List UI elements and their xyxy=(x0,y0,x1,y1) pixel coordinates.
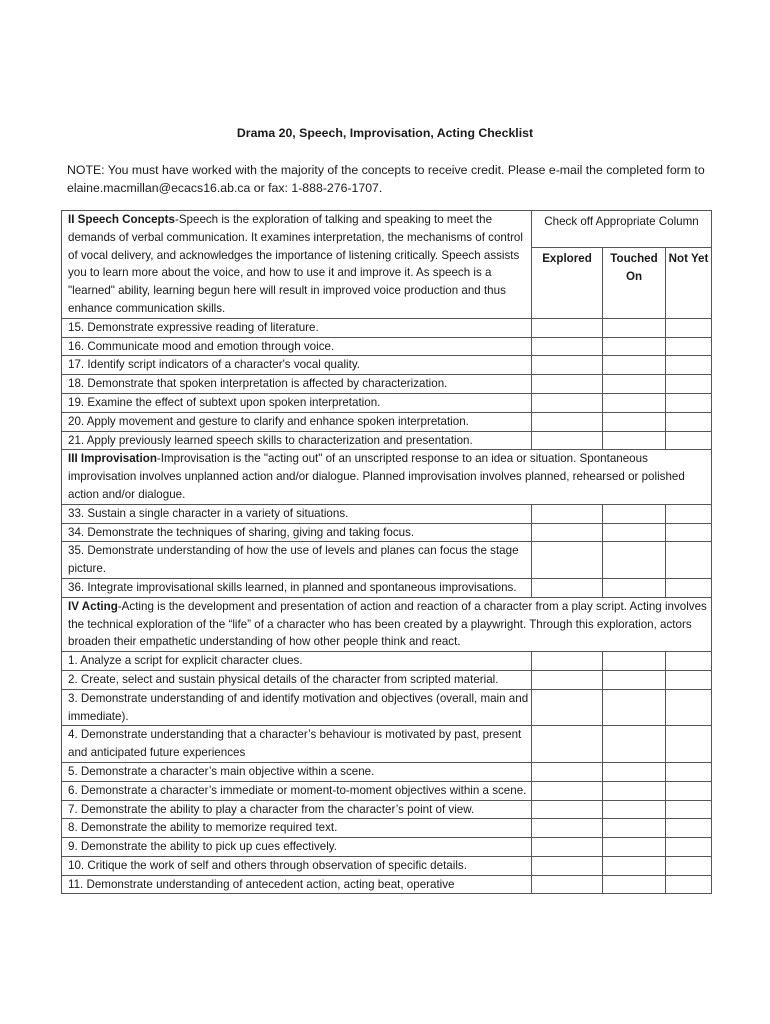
touched-on-checkbox-cell[interactable] xyxy=(603,431,666,450)
improvisation-section-title: III Improvisation xyxy=(68,452,157,466)
checklist-item-text: 3. Demonstrate understanding of and identify motivation and objectives (overall, main and immediate). xyxy=(62,689,532,726)
touched-on-checkbox-cell[interactable] xyxy=(603,838,666,857)
checklist-item-text: 5. Demonstrate a character’s main objective within a scene. xyxy=(62,762,532,781)
checklist-item-text: 15. Demonstrate expressive reading of literature. xyxy=(62,318,532,337)
checklist-row xyxy=(62,856,712,875)
touched-on-checkbox-cell[interactable] xyxy=(603,504,666,523)
checklist-row xyxy=(62,523,712,542)
touched-on-checkbox-cell[interactable] xyxy=(603,578,666,597)
checklist-item-text: 4. Demonstrate understanding that a character’s behaviour is motivated by past, present and anticipated future experiences xyxy=(62,726,532,763)
explored-checkbox-cell[interactable] xyxy=(532,393,603,412)
improvisation-section-row xyxy=(62,450,712,504)
not-yet-checkbox-cell[interactable] xyxy=(666,578,712,597)
touched-on-checkbox-cell[interactable] xyxy=(603,318,666,337)
checklist-item-text: 9. Demonstrate the ability to pick up cues effectively. xyxy=(62,838,532,857)
checklist-row xyxy=(62,356,712,375)
checklist-row xyxy=(62,337,712,356)
checklist-item-text: 19. Examine the effect of subtext upon spoken interpretation. xyxy=(62,393,532,412)
not-yet-checkbox-cell[interactable] xyxy=(666,762,712,781)
touched-on-checkbox-cell[interactable] xyxy=(603,652,666,671)
not-yet-checkbox-cell[interactable] xyxy=(666,856,712,875)
explored-checkbox-cell[interactable] xyxy=(532,542,603,579)
checklist-row xyxy=(62,578,712,597)
checklist-item-text: 18. Demonstrate that spoken interpretation is affected by characterization. xyxy=(62,375,532,394)
not-yet-checkbox-cell[interactable] xyxy=(666,652,712,671)
checklist-row xyxy=(62,504,712,523)
explored-checkbox-cell[interactable] xyxy=(532,781,603,800)
not-yet-checkbox-cell[interactable] xyxy=(666,412,712,431)
check-column-header: Check off Appropriate Column xyxy=(532,211,712,248)
explored-checkbox-cell[interactable] xyxy=(532,800,603,819)
checklist-row xyxy=(62,393,712,412)
touched-on-checkbox-cell[interactable] xyxy=(603,412,666,431)
not-yet-column-header: Not Yet xyxy=(666,248,712,319)
explored-column-header: Explored xyxy=(532,248,603,319)
touched-on-checkbox-cell[interactable] xyxy=(603,375,666,394)
not-yet-checkbox-cell[interactable] xyxy=(666,726,712,763)
checklist-item-text: 1. Analyze a script for explicit character clues. xyxy=(62,652,532,671)
checklist-item-text: 33. Sustain a single character in a variety of situations. xyxy=(62,504,532,523)
not-yet-checkbox-cell[interactable] xyxy=(666,838,712,857)
checklist-item-text: 8. Demonstrate the ability to memorize required text. xyxy=(62,819,532,838)
checklist-item-text: 7. Demonstrate the ability to play a character from the character’s point of view. xyxy=(62,800,532,819)
checklist-table xyxy=(61,210,712,894)
touched-on-checkbox-cell[interactable] xyxy=(603,356,666,375)
checklist-row xyxy=(62,375,712,394)
checklist-item-text: 10. Critique the work of self and others through observation of specific details. xyxy=(62,856,532,875)
explored-checkbox-cell[interactable] xyxy=(532,726,603,763)
explored-checkbox-cell[interactable] xyxy=(532,412,603,431)
checklist-item-text: 17. Identify script indicators of a character's vocal quality. xyxy=(62,356,532,375)
explored-checkbox-cell[interactable] xyxy=(532,875,603,894)
acting-section-description: -Acting is the development and presentation of action and reaction of a character from a play script. Acting involves the technical exploration of the “life” of a character who has been created by a playwright. Through this exploration, actors broaden their empathetic understanding of how other people think and react. xyxy=(68,599,707,649)
explored-checkbox-cell[interactable] xyxy=(532,762,603,781)
checklist-row xyxy=(62,318,712,337)
touched-on-checkbox-cell[interactable] xyxy=(603,542,666,579)
checklist-row xyxy=(62,670,712,689)
touched-on-checkbox-cell[interactable] xyxy=(603,523,666,542)
checklist-row xyxy=(62,652,712,671)
not-yet-checkbox-cell[interactable] xyxy=(666,504,712,523)
checklist-item-text: 6. Demonstrate a character’s immediate or moment-to-moment objectives within a scene. xyxy=(62,781,532,800)
speech-section-title: II Speech Concepts xyxy=(68,213,175,226)
speech-header-row xyxy=(62,211,712,248)
checklist-row xyxy=(62,689,712,726)
not-yet-checkbox-cell[interactable] xyxy=(666,875,712,894)
explored-checkbox-cell[interactable] xyxy=(532,431,603,450)
not-yet-checkbox-cell[interactable] xyxy=(666,393,712,412)
checklist-row xyxy=(62,838,712,857)
checklist-row xyxy=(62,431,712,450)
touched-on-checkbox-cell[interactable] xyxy=(603,781,666,800)
touched-on-checkbox-cell[interactable] xyxy=(603,762,666,781)
touched-on-checkbox-cell[interactable] xyxy=(603,337,666,356)
checklist-item-text: 34. Demonstrate the techniques of sharing, giving and taking focus. xyxy=(62,523,532,542)
submission-note: NOTE: You must have worked with the majority of the concepts to receive credit. Please e-mail the completed form to elaine.macmillan@ecacs16.ab.ca or fax: 1-888-276-1707. xyxy=(67,163,705,195)
checklist-row xyxy=(62,800,712,819)
checklist-item-text: 11. Demonstrate understanding of antecedent action, acting beat, operative xyxy=(62,875,532,894)
touched-on-checkbox-cell[interactable] xyxy=(603,393,666,412)
touched-on-checkbox-cell[interactable] xyxy=(603,800,666,819)
explored-checkbox-cell[interactable] xyxy=(532,337,603,356)
touched-on-checkbox-cell[interactable] xyxy=(603,689,666,726)
not-yet-checkbox-cell[interactable] xyxy=(666,375,712,394)
explored-checkbox-cell[interactable] xyxy=(532,819,603,838)
not-yet-checkbox-cell[interactable] xyxy=(666,337,712,356)
explored-checkbox-cell[interactable] xyxy=(532,670,603,689)
acting-section-row xyxy=(62,597,712,651)
checklist-row xyxy=(62,875,712,894)
checklist-row xyxy=(62,412,712,431)
checklist-item-text: 2. Create, select and sustain physical details of the character from scripted material. xyxy=(62,670,532,689)
not-yet-checkbox-cell[interactable] xyxy=(666,542,712,579)
speech-section-description: -Speech is the exploration of talking and speaking to meet the demands of verbal communication. It examines interpretation, the mechanisms of control of vocal delivery, and acknowledges the importance of listening critically. Speech assists you to learn more about the voice, and how to use it and improve it. As speech is a "learned" ability, learning begun here will result in improved voice production and thus enhance communication skills. xyxy=(68,213,523,315)
checklist-row xyxy=(62,542,712,579)
not-yet-checkbox-cell[interactable] xyxy=(666,431,712,450)
checklist-item-text: 21. Apply previously learned speech skills to characterization and presentation. xyxy=(62,431,532,450)
speech-section-intro xyxy=(62,211,532,319)
checklist-row xyxy=(62,781,712,800)
checklist-row xyxy=(62,762,712,781)
explored-checkbox-cell[interactable] xyxy=(532,578,603,597)
touched-on-checkbox-cell[interactable] xyxy=(603,875,666,894)
not-yet-checkbox-cell[interactable] xyxy=(666,523,712,542)
explored-checkbox-cell[interactable] xyxy=(532,523,603,542)
not-yet-checkbox-cell[interactable] xyxy=(666,800,712,819)
acting-section-intro xyxy=(62,597,712,651)
not-yet-checkbox-cell[interactable] xyxy=(666,356,712,375)
explored-checkbox-cell[interactable] xyxy=(532,689,603,726)
explored-checkbox-cell[interactable] xyxy=(532,375,603,394)
not-yet-checkbox-cell[interactable] xyxy=(666,689,712,726)
checklist-item-text: 20. Apply movement and gesture to clarify and enhance spoken interpretation. xyxy=(62,412,532,431)
touched-on-checkbox-cell[interactable] xyxy=(603,819,666,838)
explored-checkbox-cell[interactable] xyxy=(532,652,603,671)
checklist-row xyxy=(62,726,712,763)
checklist-item-text: 36. Integrate improvisational skills learned, in planned and spontaneous improvisations. xyxy=(62,578,532,597)
document-title: Drama 20, Speech, Improvisation, Acting Checklist xyxy=(236,126,534,140)
touched-on-checkbox-cell[interactable] xyxy=(603,856,666,875)
not-yet-checkbox-cell[interactable] xyxy=(666,819,712,838)
acting-section-title: IV Acting xyxy=(68,599,118,613)
not-yet-checkbox-cell[interactable] xyxy=(666,670,712,689)
improvisation-section-description: -Improvisation is the "acting out" of an unscripted response to an idea or situation. Spontaneous improvisation involves unplanned action and/or dialogue. Planned improvisation involves planned, rehearsed or polished action and/or dialogue. xyxy=(68,452,685,501)
checklist-item-text: 16. Communicate mood and emotion through voice. xyxy=(62,337,532,356)
explored-checkbox-cell[interactable] xyxy=(532,838,603,857)
checklist-row xyxy=(62,819,712,838)
not-yet-checkbox-cell[interactable] xyxy=(666,318,712,337)
not-yet-checkbox-cell[interactable] xyxy=(666,781,712,800)
checklist-item-text: 35. Demonstrate understanding of how the use of levels and planes can focus the stage picture. xyxy=(62,542,532,579)
explored-checkbox-cell[interactable] xyxy=(532,856,603,875)
touched-on-checkbox-cell[interactable] xyxy=(603,726,666,763)
explored-checkbox-cell[interactable] xyxy=(532,356,603,375)
explored-checkbox-cell[interactable] xyxy=(532,504,603,523)
improvisation-section-intro xyxy=(62,450,712,504)
touched-on-column-header: Touched On xyxy=(603,248,666,319)
touched-on-checkbox-cell[interactable] xyxy=(603,670,666,689)
explored-checkbox-cell[interactable] xyxy=(532,318,603,337)
